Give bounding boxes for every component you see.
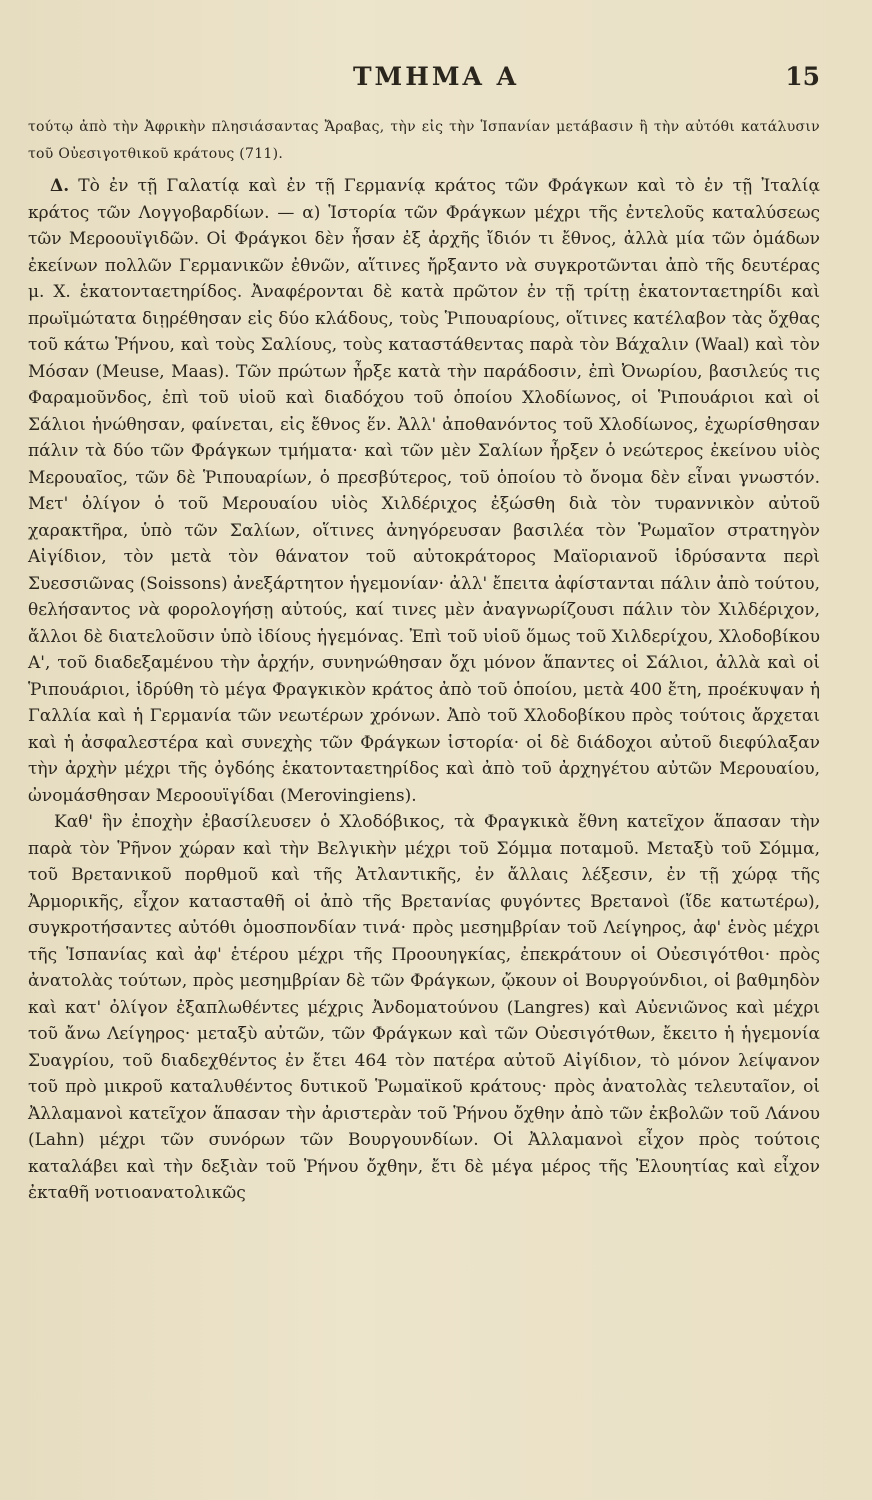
paragraph: Καθ' ἣν ἐποχὴν ἐβασίλευσεν ὁ Χλοδόβικος, τὰ Φραγκικὰ ἔθνη κατεῖχον ἅπασαν τὴν παρὰ τὸν Ῥῆνον χώραν καὶ τὴν Βελγικὴν μέχρι τοῦ Σόμμα ποταμοῦ. Μεταξὺ τοῦ Σόμμα, τοῦ Βρετανικοῦ πορθμοῦ καὶ τῆς Ἀτλαντικῆς, ἐν ἄλλαις λέξεσιν, ἐν τῇ χώρᾳ τῆς Ἀρμορικῆς, εἶχον κατασταθῆ οἱ ἀπὸ τῆς Βρετανίας φυγόντες Βρετανοὶ (ἴδε κατωτέρω), συγκροτήσαντες αὐτόθι ὁμοσπονδίαν τινά· πρὸς μεσημβρίαν τοῦ Λείγηρος, ἀφ' ἑνὸς μέχρι τῆς Ἱσπανίας καὶ ἀφ' ἑτέρου μέχρι τῆς Προουηγκίας, ἐπεκράτουν οἱ Οὐεσιγότθοι· πρὸς ἀνατολὰς τούτων, πρὸς μεσημβρίαν δὲ τῶν Φράγκων, ᾤκουν οἱ Βουργούνδιοι, οἱ βαθμηδὸν καὶ κατ' ὀλίγον ἐξαπλωθέντες μέχρις Ἀνδοματούνου (Langres) καὶ Αὐενιῶνος καὶ μέχρι τοῦ ἄνω Λείγηρος· μεταξὺ αὐτῶν, τῶν Φράγκων καὶ τῶν Οὐεσιγότθων, ἔκειτο ἡ ἡγεμονία Συαγρίου, τοῦ διαδεχθέντος ἐν ἔτει 464 τὸν πατέρα αὐτοῦ Αἰγίδιον, τὸ μόνον λείψανον τοῦ πρὸ μικροῦ καταλυθέντος δυτικοῦ Ῥωμαϊκοῦ κράτους· πρὸς ἀνατολὰς τελευταῖον, οἱ Ἀλλαμανοὶ κατεῖχον ἅπασαν τὴν ἀριστερὰν τοῦ Ῥήνου ὄχθην ἀπὸ τῶν ἐκβολῶν τοῦ Λάνου (Lahn) μέχρι τῶν συνόρων τῶν Βουργουνδίων. Οἱ Ἀλλαμανοὶ εἶχον πρὸς τούτοις καταλάβει καὶ τὴν δεξιὰν τοῦ Ῥήνου ὄχθην, ἔτι δὲ μέγα μέρος τῆς Ἐλουητίας καὶ εἶχον ἐκταθῆ νοτιοανατολικῶς [28,812,820,1203]
body-text [28,114,820,1207]
running-head [0,62,872,98]
section-label: Δ. [50,176,70,196]
section-title: ΤΜΗΜΑ Α [352,62,520,91]
continued-paragraph: τούτῳ ἀπὸ τὴν Ἀφρικὴν πλησιάσαντας Ἄραβας, τὴν εἰς τὴν Ἱσπανίαν μετάβασιν ἢ τὴν αὐτόθι κατάλυσιν τοῦ Οὐεσιγοτθικοῦ κράτους (711). [28,119,820,162]
section-paragraph [28,173,820,809]
subsection-heading: — α) Ἱστορία τῶν Φράγκων μέχρι τῆς ἐντελοῦς καταλύσεως τῶν Μεροουϊγιδῶν. [28,202,820,249]
section-heading: Τὸ ἐν τῇ Γαλατίᾳ καὶ ἐν τῇ Γερμανίᾳ κράτος τῶν Φράγκων καὶ τὸ ἐν τῇ Ἰταλίᾳ κράτος τῶν Λογγοβαρδίων. [28,176,820,223]
page-number: 15 [785,62,820,91]
paragraph-text: Οἱ Φράγκοι δὲν ἦσαν ἐξ ἀρχῆς ἴδιόν τι ἔθνος, ἀλλὰ μία τῶν ὁμάδων ἐκείνων πολλῶν Γερμανικῶν ἐθνῶν, αἵτινες ἤρξαντο νὰ συγκροτῶνται ἀπὸ τῆς δευτέρας μ. Χ. ἑκατονταετηρίδος. Ἀναφέρονται δὲ κατὰ πρῶτον ἐν τῇ τρίτῃ ἑκατονταετηρίδι καὶ πρωϊμώτατα διῃρέθησαν εἰς δύο κλάδους, τοὺς Ῥιπουαρίους, οἵτινες κατέλαβον τὰς ὄχθας τοῦ κάτω Ῥήνου, καὶ τοὺς Σαλίους, τοὺς καταστάθεντας παρὰ τὸν Βάχαλιν (Waal) καὶ τὸν Μόσαν (Meuse, Maas). Τῶν πρώτων ἦρξε κατὰ τὴν παράδοσιν, ἐπὶ Ὀνωρίου, βασιλεύς τις Φαραμοῦνδος, ἐπὶ τοῦ υἱοῦ καὶ διαδόχου τοῦ ὁποίου Χλοδίωνος, οἱ Ῥιπουάριοι καὶ οἱ Σάλιοι ἡνώθησαν, φαίνεται, εἰς ἔθνος ἕν. Ἀλλ' ἀποθανόντος τοῦ Χλοδίωνος, ἐχωρίσθησαν πάλιν τὰ δύο τῶν Φράγκων τμήματα· καὶ τῶν μὲν Σαλίων ἦρξεν ὁ νεώτερος ἐκείνου υἱὸς Μερουαῖος, τῶν δὲ Ῥιπουαρίων, ὁ πρεσβύτερος, τοῦ ὁποίου τὸ ὄνομα δὲν εἶναι γνωστόν. Μετ' ὀλίγον ὁ τοῦ Μερουαίου υἱὸς Χιλδέριχος ἐξώσθη διὰ τὸν τυραννικὸν αὐτοῦ χαρακτῆρα, ὑπὸ τῶν Σαλίων, οἵτινες ἀνηγόρευσαν βασιλέα τὸν Ῥωμαῖον στρατηγὸν Αἰγίδιον, τὸν μετὰ τὸν θάνατον τοῦ αὐτοκράτορος Μαϊοριανοῦ ἱδρύσαντα περὶ Συεσσιῶνας (Soissons) ἀνεξάρτητον ἡγεμονίαν· ἀλλ' ἔπειτα ἀφίστανται πάλιν ἀπὸ τούτου, θελήσαντος νὰ φορολογήσῃ αὐτούς, καί τινες μὲν ἀναγνωρίζουσι πάλιν τὸν Χιλδέριχον, ἄλλοι δὲ διατελοῦσιν ὑπὸ ἰδίους ἡγεμόνας. Ἐπὶ τοῦ υἱοῦ ὅμως τοῦ Χιλδερίχου, Χλοδοβίκου Α', τοῦ διαδεξαμένου τὴν ἀρχήν, συνηνώθησαν ὄχι μόνον ἅπαντες οἱ Σάλιοι, ἀλλὰ καὶ οἱ Ῥιπουάριοι, ἱδρύθη τὸ μέγα Φραγκικὸν κράτος ἀπὸ τοῦ ὁποίου, μετὰ 400 ἔτη, προέκυψαν ἡ Γαλλία καὶ ἡ Γερμανία τῶν νεωτέρων χρόνων. Ἀπὸ τοῦ Χλοδοβίκου πρὸς τούτοις ἄρχεται καὶ ἡ ἀσφαλεστέρα καὶ συνεχὴς τῶν Φράγκων ἱστορία· οἱ δὲ διάδοχοι αὐτοῦ διεφύλαξαν τὴν ἀρχὴν μέχρι τῆς ὀγδόης ἑκατονταετηρίδος καὶ ἀπὸ τοῦ ἀρχηγέτου αὐτῶν Μερουαίου, ὠνομάσθησαν Μεροουϊγίδαι (Merovingiens). [28,229,820,806]
